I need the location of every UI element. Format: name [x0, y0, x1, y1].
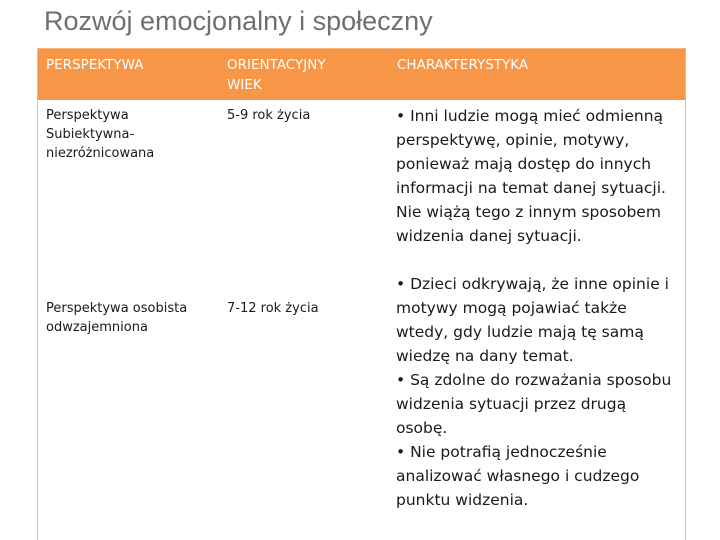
header-description: CHARAKTERYSTYKA	[397, 57, 529, 73]
row-2-description-line: • Dzieci odkrywają, że inne opinie i	[396, 275, 669, 293]
row-2-description-line: osobę.	[396, 419, 448, 437]
header-age	[227, 55, 326, 95]
row-2-description-line: widzenia sytuacji przez drugą	[396, 395, 627, 413]
row-2-age: 7-12 rok życia	[227, 301, 319, 316]
row-1-perspective-line: Subiektywna-	[46, 127, 135, 142]
row-1-description-line: ponieważ mają dostęp do innych	[396, 155, 652, 173]
row-1-description-line: Nie wiążą tego z innym sposobem	[396, 203, 661, 221]
row-2-description-line: punktu widzenia.	[396, 491, 529, 509]
row-1-perspective	[46, 106, 154, 163]
row-1-description-line: informacji na temat danej sytuacji.	[396, 179, 666, 197]
table-header	[38, 49, 685, 100]
row-2-description-line: • Są zdolne do rozważania sposobu	[396, 371, 672, 389]
row-2-perspective-line: Perspektywa osobista	[46, 301, 188, 316]
header-age-line-2: WIEK	[227, 77, 262, 93]
development-table	[37, 48, 686, 540]
row-2-description-line: wtedy, gdy ludzie mają tę samą	[396, 323, 644, 341]
row-2-description-line: wiedzę na dany temat.	[396, 347, 574, 365]
row-1-age: 5-9 rok życia	[227, 108, 311, 123]
row-2-description	[396, 272, 696, 512]
row-2-perspective-line: odwzajemniona	[46, 320, 148, 335]
row-2-perspective	[46, 299, 187, 337]
row-2-description-line: • Nie potrafią jednocześnie	[396, 443, 607, 461]
row-1-perspective-line: niezróżnicowana	[46, 146, 155, 161]
row-2-description-line: analizować własnego i cudzego	[396, 467, 640, 485]
row-1-description-line: • Inni ludzie mogą mieć odmienną	[396, 107, 664, 125]
row-1-description	[396, 104, 696, 248]
row-2-description-line: motywy mogą pojawiać także	[396, 299, 627, 317]
header-perspective: PERSPEKTYWA	[46, 57, 144, 73]
row-1-description-line: perspektywę, opinie, motywy,	[396, 131, 630, 149]
header-age-line-1: ORIENTACYJNY	[227, 57, 326, 73]
row-1-perspective-line: Perspektywa	[46, 108, 129, 123]
page-title: Rozwój emocjonalny i społeczny	[44, 6, 433, 36]
row-1-description-line: widzenia danej sytuacji.	[396, 227, 582, 245]
